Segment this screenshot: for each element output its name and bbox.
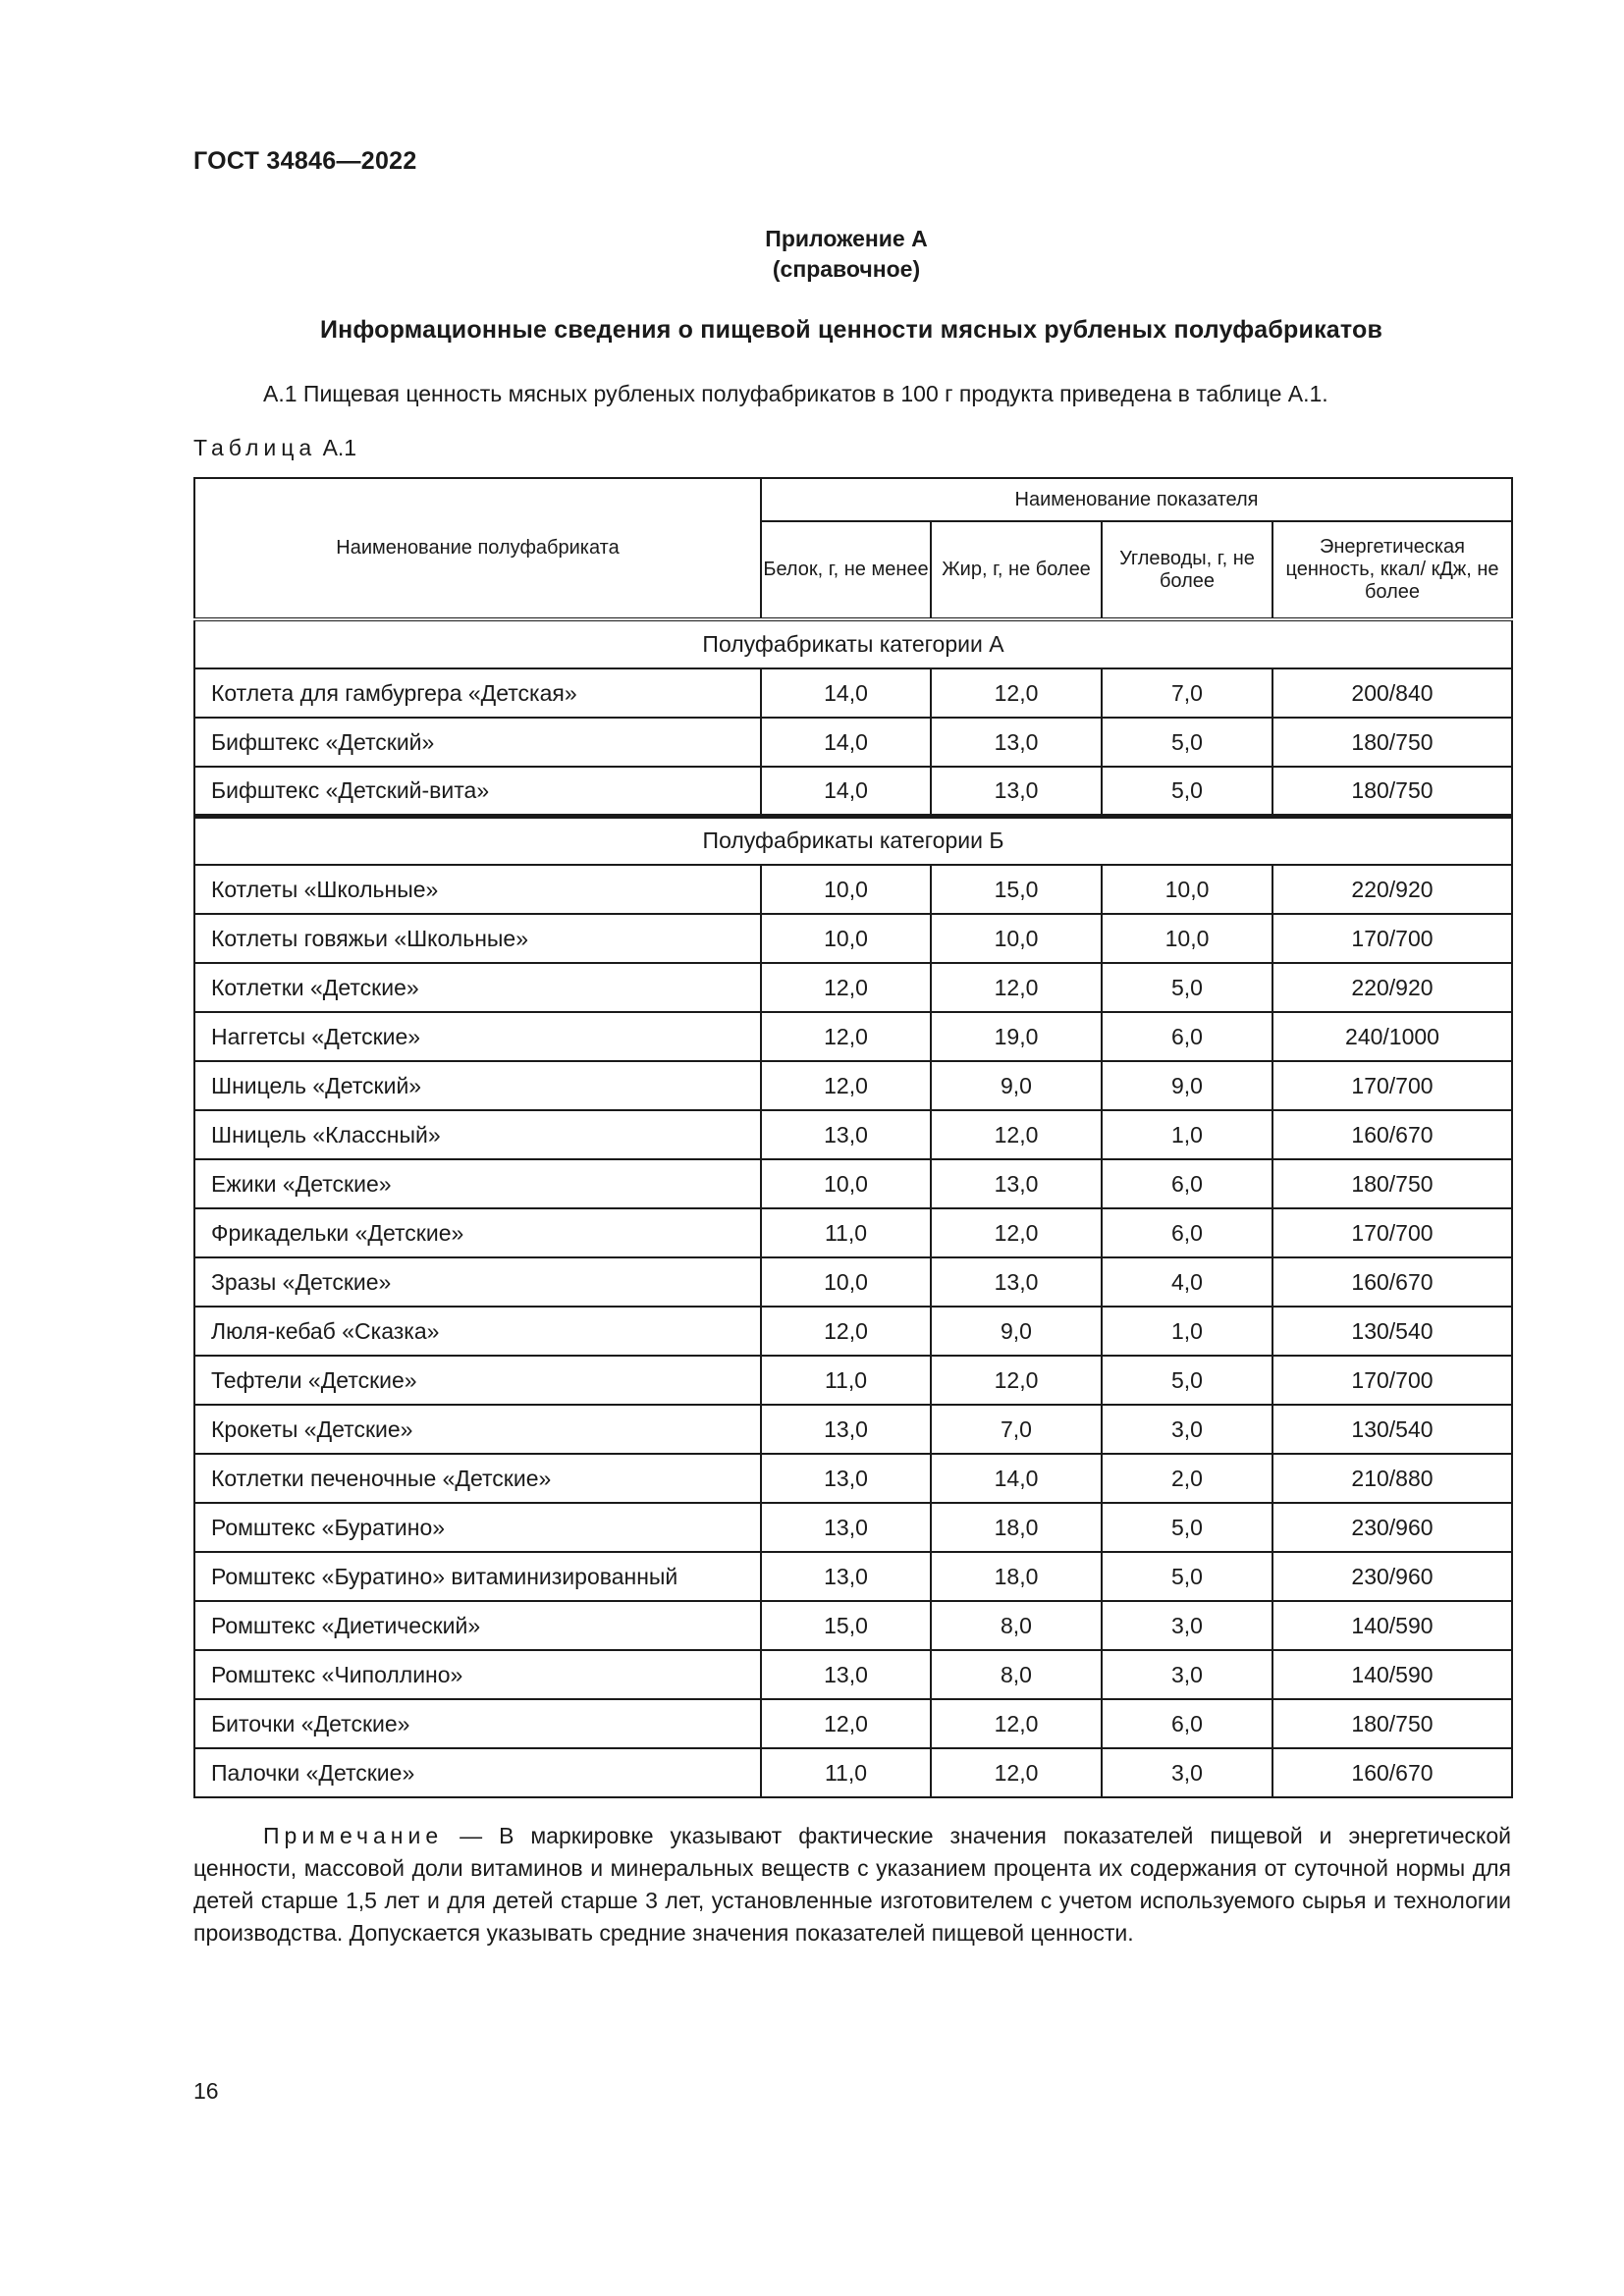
- product-name-cell: Котлета для гамбургера «Детская»: [194, 668, 761, 718]
- protein-cell: 14,0: [761, 668, 931, 718]
- table-row: [194, 1748, 1512, 1797]
- fat-cell: 8,0: [931, 1650, 1102, 1699]
- carbs-cell: 5,0: [1102, 963, 1272, 1012]
- product-name-cell: Фрикадельки «Детские»: [194, 1208, 761, 1257]
- standard-code: ГОСТ 34846—2022: [193, 147, 417, 175]
- protein-cell: 12,0: [761, 1061, 931, 1110]
- carbs-cell: 5,0: [1102, 718, 1272, 767]
- energy-cell: 130/540: [1272, 1307, 1512, 1356]
- fat-cell: 13,0: [931, 1257, 1102, 1307]
- fat-cell: 18,0: [931, 1503, 1102, 1552]
- energy-cell: 130/540: [1272, 1405, 1512, 1454]
- protein-cell: 12,0: [761, 1012, 931, 1061]
- intro-paragraph: А.1 Пищевая ценность мясных рубленых полуфабрикатов в 100 г продукта приведена в таблице А.1.: [263, 381, 1328, 406]
- product-name-cell: Котлеты «Школьные»: [194, 865, 761, 914]
- carbs-cell: 2,0: [1102, 1454, 1272, 1503]
- protein-cell: 12,0: [761, 963, 931, 1012]
- table-row: [194, 963, 1512, 1012]
- energy-cell: 170/700: [1272, 914, 1512, 963]
- table-row: [194, 1601, 1512, 1650]
- table-body: [194, 619, 1512, 1797]
- energy-cell: 160/670: [1272, 1748, 1512, 1797]
- energy-cell: 140/590: [1272, 1650, 1512, 1699]
- product-name-cell: Шницель «Детский»: [194, 1061, 761, 1110]
- product-name-cell: Шницель «Классный»: [194, 1110, 761, 1159]
- table-row: [194, 865, 1512, 914]
- energy-cell: 160/670: [1272, 1257, 1512, 1307]
- table-row: [194, 767, 1512, 816]
- product-name-cell: Зразы «Детские»: [194, 1257, 761, 1307]
- product-name-cell: Крокеты «Детские»: [194, 1405, 761, 1454]
- category-label: Полуфабрикаты категории А: [194, 619, 1512, 668]
- header-protein: Белок, г, не менее: [761, 521, 931, 619]
- protein-cell: 12,0: [761, 1307, 931, 1356]
- product-name-cell: Котлетки «Детские»: [194, 963, 761, 1012]
- fat-cell: 15,0: [931, 865, 1102, 914]
- energy-cell: 180/750: [1272, 767, 1512, 816]
- energy-cell: 220/920: [1272, 865, 1512, 914]
- protein-cell: 11,0: [761, 1748, 931, 1797]
- fat-cell: 13,0: [931, 767, 1102, 816]
- carbs-cell: 6,0: [1102, 1012, 1272, 1061]
- product-name-cell: Ромштекс «Буратино» витаминизированный: [194, 1552, 761, 1601]
- table-row: [194, 1503, 1512, 1552]
- header-indicator-group: Наименование показателя: [761, 478, 1512, 521]
- table-row: [194, 1257, 1512, 1307]
- product-name-cell: Наггетсы «Детские»: [194, 1012, 761, 1061]
- protein-cell: 14,0: [761, 718, 931, 767]
- product-name-cell: Тефтели «Детские»: [194, 1356, 761, 1405]
- carbs-cell: 5,0: [1102, 767, 1272, 816]
- header-product-name: Наименование полуфабриката: [194, 478, 761, 619]
- category-row: [194, 619, 1512, 668]
- carbs-cell: 5,0: [1102, 1503, 1272, 1552]
- fat-cell: 12,0: [931, 668, 1102, 718]
- carbs-cell: 3,0: [1102, 1748, 1272, 1797]
- carbs-cell: 6,0: [1102, 1699, 1272, 1748]
- table-row: [194, 1405, 1512, 1454]
- table-row: [194, 1208, 1512, 1257]
- energy-cell: 230/960: [1272, 1552, 1512, 1601]
- fat-cell: 10,0: [931, 914, 1102, 963]
- table-row: [194, 1454, 1512, 1503]
- note-label: Примечание: [263, 1823, 444, 1848]
- protein-cell: 13,0: [761, 1552, 931, 1601]
- product-name-cell: Бифштекс «Детский-вита»: [194, 767, 761, 816]
- table-row: [194, 1307, 1512, 1356]
- note-paragraph: [193, 1820, 1511, 1949]
- energy-cell: 200/840: [1272, 668, 1512, 718]
- table-row: [194, 1552, 1512, 1601]
- carbs-cell: 10,0: [1102, 914, 1272, 963]
- fat-cell: 14,0: [931, 1454, 1102, 1503]
- header-energy: Энергетическая ценность, ккал/ кДж, не более: [1272, 521, 1512, 619]
- carbs-cell: 9,0: [1102, 1061, 1272, 1110]
- fat-cell: 9,0: [931, 1307, 1102, 1356]
- table-row: [194, 1650, 1512, 1699]
- header-fat: Жир, г, не более: [931, 521, 1102, 619]
- energy-cell: 140/590: [1272, 1601, 1512, 1650]
- table-row: [194, 668, 1512, 718]
- fat-cell: 18,0: [931, 1552, 1102, 1601]
- protein-cell: 11,0: [761, 1356, 931, 1405]
- table-caption: [193, 435, 356, 461]
- protein-cell: 15,0: [761, 1601, 931, 1650]
- protein-cell: 10,0: [761, 1159, 931, 1208]
- table-row: [194, 914, 1512, 963]
- energy-cell: 230/960: [1272, 1503, 1512, 1552]
- carbs-cell: 5,0: [1102, 1356, 1272, 1405]
- fat-cell: 12,0: [931, 1699, 1102, 1748]
- table-caption-number: А.1: [322, 435, 357, 460]
- fat-cell: 9,0: [931, 1061, 1102, 1110]
- carbs-cell: 7,0: [1102, 668, 1272, 718]
- carbs-cell: 3,0: [1102, 1650, 1272, 1699]
- protein-cell: 10,0: [761, 1257, 931, 1307]
- product-name-cell: Ромштекс «Буратино»: [194, 1503, 761, 1552]
- product-name-cell: Ромштекс «Чиполлино»: [194, 1650, 761, 1699]
- carbs-cell: 3,0: [1102, 1601, 1272, 1650]
- carbs-cell: 10,0: [1102, 865, 1272, 914]
- protein-cell: 10,0: [761, 865, 931, 914]
- fat-cell: 12,0: [931, 1110, 1102, 1159]
- product-name-cell: Котлетки печеночные «Детские»: [194, 1454, 761, 1503]
- protein-cell: 13,0: [761, 1454, 931, 1503]
- energy-cell: 210/880: [1272, 1454, 1512, 1503]
- note-text: — В маркировке указывают фактические значения показателей пищевой и энергетической ценности, массовой доли витаминов и минеральных веществ с указанием процента их содержания от суточной нормы для детей старше 1,5 лет и для детей старше 3 лет, установленные изготовителем с учетом используемого сырья и технологии производства. Допускается указывать средние значения показателей пищевой ценности.: [193, 1823, 1511, 1946]
- energy-cell: 180/750: [1272, 718, 1512, 767]
- table-row: [194, 1356, 1512, 1405]
- protein-cell: 10,0: [761, 914, 931, 963]
- category-label: Полуфабрикаты категории Б: [194, 816, 1512, 865]
- product-name-cell: Палочки «Детские»: [194, 1748, 761, 1797]
- energy-cell: 220/920: [1272, 963, 1512, 1012]
- table-row: [194, 1159, 1512, 1208]
- carbs-cell: 1,0: [1102, 1307, 1272, 1356]
- protein-cell: 12,0: [761, 1699, 931, 1748]
- section-title: Информационные сведения о пищевой ценности мясных рубленых полуфабрикатов: [319, 316, 1383, 344]
- fat-cell: 13,0: [931, 718, 1102, 767]
- energy-cell: 170/700: [1272, 1208, 1512, 1257]
- page-number: 16: [193, 2078, 219, 2104]
- energy-cell: 180/750: [1272, 1159, 1512, 1208]
- fat-cell: 12,0: [931, 1208, 1102, 1257]
- protein-cell: 13,0: [761, 1503, 931, 1552]
- carbs-cell: 4,0: [1102, 1257, 1272, 1307]
- table-row: [194, 1699, 1512, 1748]
- product-name-cell: Ромштекс «Диетический»: [194, 1601, 761, 1650]
- product-name-cell: Бифштекс «Детский»: [194, 718, 761, 767]
- energy-cell: 240/1000: [1272, 1012, 1512, 1061]
- fat-cell: 12,0: [931, 1356, 1102, 1405]
- product-name-cell: Биточки «Детские»: [194, 1699, 761, 1748]
- protein-cell: 13,0: [761, 1405, 931, 1454]
- protein-cell: 11,0: [761, 1208, 931, 1257]
- protein-cell: 13,0: [761, 1110, 931, 1159]
- energy-cell: 160/670: [1272, 1110, 1512, 1159]
- fat-cell: 12,0: [931, 1748, 1102, 1797]
- carbs-cell: 6,0: [1102, 1159, 1272, 1208]
- table-caption-word: Таблица: [193, 435, 317, 460]
- table-row: [194, 718, 1512, 767]
- table-row: [194, 1110, 1512, 1159]
- fat-cell: 8,0: [931, 1601, 1102, 1650]
- product-name-cell: Котлеты говяжьи «Школьные»: [194, 914, 761, 963]
- appendix-title: Приложение А: [765, 226, 928, 251]
- category-row: [194, 816, 1512, 865]
- carbs-cell: 6,0: [1102, 1208, 1272, 1257]
- header-carbs: Углеводы, г, не более: [1102, 521, 1272, 619]
- carbs-cell: 5,0: [1102, 1552, 1272, 1601]
- energy-cell: 170/700: [1272, 1356, 1512, 1405]
- carbs-cell: 3,0: [1102, 1405, 1272, 1454]
- energy-cell: 170/700: [1272, 1061, 1512, 1110]
- product-name-cell: Ежики «Детские»: [194, 1159, 761, 1208]
- energy-cell: 180/750: [1272, 1699, 1512, 1748]
- table-row: [194, 1061, 1512, 1110]
- product-name-cell: Люля-кебаб «Сказка»: [194, 1307, 761, 1356]
- fat-cell: 19,0: [931, 1012, 1102, 1061]
- fat-cell: 7,0: [931, 1405, 1102, 1454]
- fat-cell: 13,0: [931, 1159, 1102, 1208]
- appendix-subtitle: (справочное): [772, 256, 921, 282]
- table-row: [194, 1012, 1512, 1061]
- fat-cell: 12,0: [931, 963, 1102, 1012]
- protein-cell: 13,0: [761, 1650, 931, 1699]
- carbs-cell: 1,0: [1102, 1110, 1272, 1159]
- appendix-heading: [0, 224, 1624, 285]
- nutrition-table: [193, 477, 1513, 1798]
- protein-cell: 14,0: [761, 767, 931, 816]
